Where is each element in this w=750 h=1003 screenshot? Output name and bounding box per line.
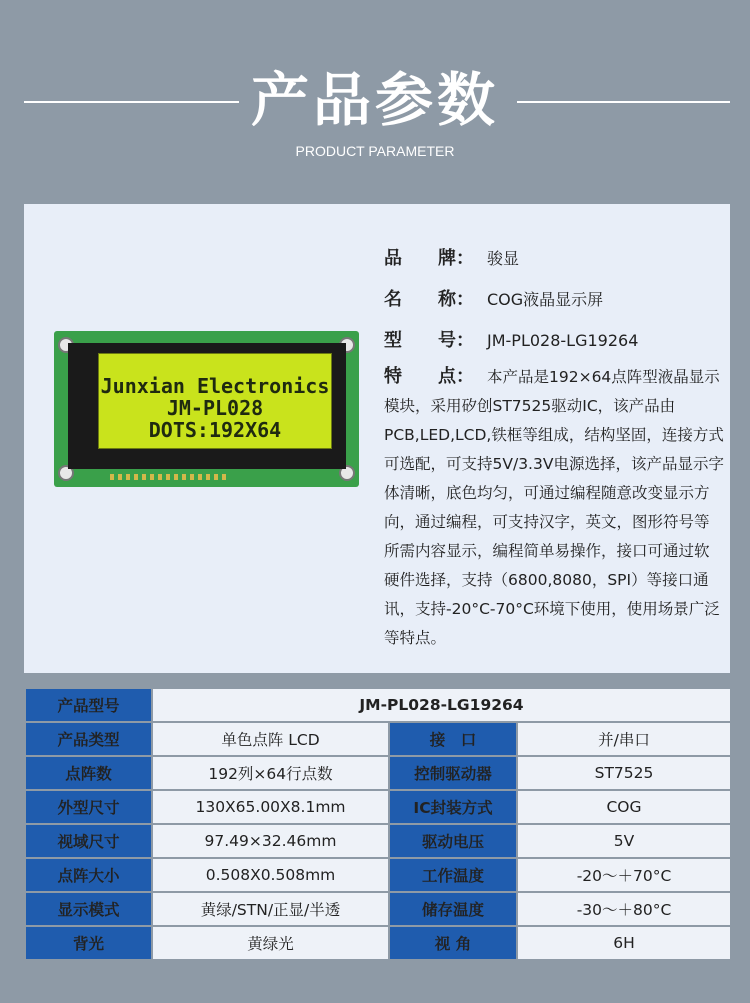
- spec-label: 视域尺寸: [25, 824, 152, 858]
- spec-label: 视 角: [389, 926, 517, 960]
- feature-text: 本产品是192×64点阵型液晶显示模块，采用矽创ST7525驱动IC，该产品由PCB,LED,LCD,铁框等组成，结构坚固，连接方式可选配，可支持5V/3.3V电源选择，该产品显示字体清晰，底色均匀，可通过编程随意改变显示方向，通过编程，可支持汉字，英文，图形符号等所需内容显示，编程简单易操作，接口可通过软硬件选择，支持（6800,8080，SPI）等接口通讯，支持-20°C-70°C环境下使用，使用场景广泛等特点。: [384, 368, 724, 647]
- spec-label: IC封装方式: [389, 790, 517, 824]
- connector-pins: [110, 474, 230, 480]
- page-title: 产品参数: [250, 66, 499, 134]
- spec-value: 0.508X0.508mm: [152, 858, 389, 892]
- spec-label: 接 口: [389, 722, 517, 756]
- page-subtitle: PRODUCT PARAMETER: [295, 143, 455, 159]
- name-label: 名 称：: [384, 289, 474, 310]
- spec-value: 黄绿/STN/正显/半透: [152, 892, 389, 926]
- lcd-line-1: Junxian Electronics: [100, 374, 330, 398]
- spec-label: 外型尺寸: [25, 790, 152, 824]
- spec-label: 产品类型: [25, 722, 152, 756]
- spec-value: ST7525: [517, 756, 731, 790]
- table-row: [25, 722, 731, 756]
- lcd-screen: [98, 353, 332, 449]
- spec-value: COG: [517, 790, 731, 824]
- spec-value: 5V: [517, 824, 731, 858]
- table-row: [25, 892, 731, 926]
- lcd-line-2: JM-PL028: [166, 396, 264, 420]
- spec-value: 130X65.00X8.1mm: [152, 790, 389, 824]
- spec-label: 工作温度: [389, 858, 517, 892]
- spec-value: 单色点阵 LCD: [152, 722, 389, 756]
- spec-value: -30～＋80°C: [517, 892, 731, 926]
- spec-value: 6H: [517, 926, 731, 960]
- name-value: COG液晶显示屏: [487, 290, 604, 309]
- spec-label: 驱动电压: [389, 824, 517, 858]
- spec-label: 控制驱动器: [389, 756, 517, 790]
- spec-label: 显示模式: [25, 892, 152, 926]
- spec-label: 储存温度: [389, 892, 517, 926]
- brand-value: 骏显: [487, 249, 520, 268]
- spec-value: 192列×64行点数: [152, 756, 389, 790]
- table-row: [25, 926, 731, 960]
- spec-table: [24, 687, 732, 961]
- lcd-bezel: [68, 343, 346, 469]
- spec-value: 并/串口: [517, 722, 731, 756]
- spec-label: 点阵数: [25, 756, 152, 790]
- spec-label: 产品型号: [25, 688, 152, 722]
- table-row: [25, 824, 731, 858]
- spec-label: 背光: [25, 926, 152, 960]
- spec-value: JM-PL028-LG19264: [152, 688, 731, 722]
- lcd-line-3: DOTS:192X64: [148, 418, 282, 442]
- brand-label: 品 牌：: [384, 248, 474, 269]
- spec-value: -20～＋70°C: [517, 858, 731, 892]
- table-row: [25, 688, 731, 722]
- model-label: 型 号：: [384, 330, 474, 351]
- table-row: [25, 858, 731, 892]
- table-row: [25, 756, 731, 790]
- lcd-module-image: [54, 331, 359, 487]
- feature-label: 特 点：: [384, 366, 474, 387]
- model-value: JM-PL028-LG19264: [487, 331, 639, 350]
- product-info: [384, 244, 724, 653]
- spec-value: 黄绿光: [152, 926, 389, 960]
- table-row: [25, 790, 731, 824]
- product-panel: [24, 204, 730, 673]
- spec-value: 97.49×32.46mm: [152, 824, 389, 858]
- spec-label: 点阵大小: [25, 858, 152, 892]
